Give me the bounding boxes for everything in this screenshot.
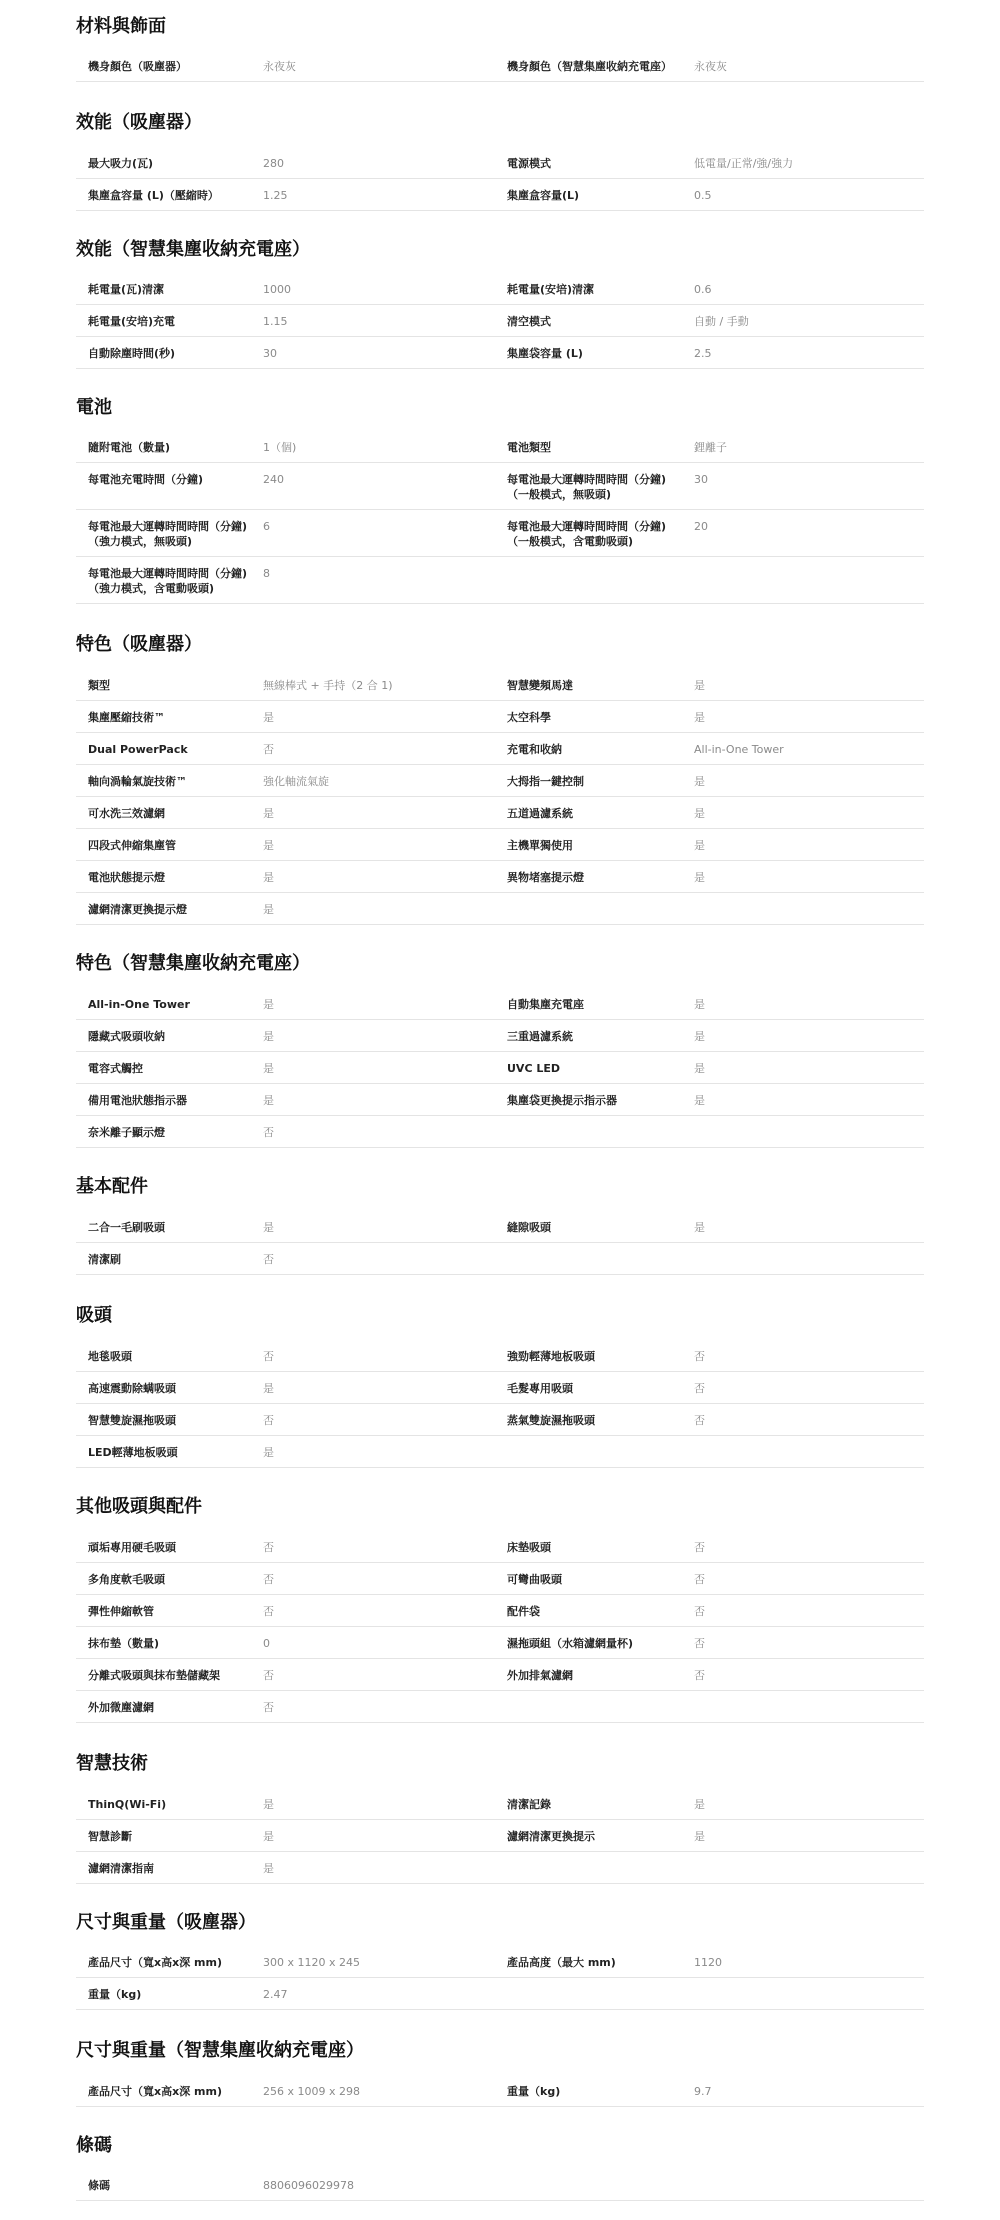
section-title: 尺寸與重量（智慧集塵收納充電座） <box>76 2040 364 2061</box>
spec-label-line: 條碼 <box>88 2179 110 2192</box>
spec-row <box>76 1563 924 1595</box>
spec-label-line: 軸向渦輪氣旋技術™ <box>88 775 187 788</box>
spec-label <box>507 806 694 821</box>
spec-label-line: 耗電量(安培)清潔 <box>507 283 595 296</box>
spec-value: 是 <box>694 1094 705 1107</box>
spec-label-line: 異物堵塞提示燈 <box>507 871 584 884</box>
spec-label <box>76 282 263 297</box>
spec-row <box>76 1946 924 1978</box>
spec-row <box>76 1531 924 1563</box>
spec-label <box>76 440 263 455</box>
section-title: 電池 <box>76 397 112 418</box>
spec-label <box>76 1093 263 1108</box>
spec-label <box>76 774 263 789</box>
spec-label <box>507 710 694 725</box>
spec-label-line: UVC LED <box>507 1062 561 1075</box>
spec-section <box>76 634 924 925</box>
spec-value: 否 <box>694 1637 705 1650</box>
spec-label <box>76 806 263 821</box>
spec-value: 是 <box>694 1221 705 1234</box>
spec-value: 低電量/正常/強/強力 <box>694 157 794 170</box>
spec-value: 1（個) <box>263 441 297 454</box>
spec-label-line: 產品高度（最大 mm) <box>507 1956 616 1969</box>
spec-label <box>507 1955 694 1970</box>
spec-label-line: 耗電量(安培)充電 <box>88 315 176 328</box>
spec-label-line: （強力模式，無吸頭) <box>88 535 193 548</box>
spec-value: 否 <box>263 1541 274 1554</box>
spec-value: 是 <box>263 998 274 1011</box>
section-title: 基本配件 <box>76 1176 148 1197</box>
spec-label-line: 智慧診斷 <box>88 1830 132 1843</box>
spec-value: 是 <box>263 1221 274 1234</box>
spec-value: 否 <box>694 1414 705 1427</box>
spec-label <box>507 1829 694 1844</box>
spec-value: 1120 <box>694 1956 722 1969</box>
spec-value: 是 <box>694 1030 705 1043</box>
spec-value: 30 <box>694 473 708 486</box>
spec-label-line: 五道過濾系統 <box>507 807 573 820</box>
spec-label-line: 自動除塵時間(秒) <box>88 347 176 360</box>
spec-value: 鋰離子 <box>694 441 727 454</box>
spec-label-line: 每電池最大運轉時間時間（分鐘) <box>507 473 667 486</box>
section-title: 智慧技術 <box>76 1753 148 1774</box>
spec-label <box>76 156 263 171</box>
spec-value: 是 <box>263 807 274 820</box>
spec-label <box>507 774 694 789</box>
spec-row <box>76 765 924 797</box>
spec-label <box>507 59 694 74</box>
spec-row <box>76 463 924 510</box>
spec-label <box>76 678 263 693</box>
spec-label <box>76 1861 263 1876</box>
spec-label-line: 耗電量(瓦)清潔 <box>88 283 165 296</box>
spec-label-line: 電池類型 <box>507 441 551 454</box>
spec-value: 是 <box>694 1798 705 1811</box>
spec-label <box>507 1220 694 1235</box>
spec-value: 是 <box>263 839 274 852</box>
section-title: 效能（智慧集塵收納充電座） <box>76 239 310 260</box>
spec-value: 20 <box>694 520 708 533</box>
spec-value: 1.15 <box>263 315 288 328</box>
spec-label <box>507 997 694 1012</box>
spec-row <box>76 829 924 861</box>
spec-label <box>507 1413 694 1428</box>
spec-value: 8806096029978 <box>263 2179 354 2192</box>
spec-value: 否 <box>263 1669 274 1682</box>
spec-label <box>507 1572 694 1587</box>
spec-label-line: 每電池充電時間（分鐘) <box>88 473 204 486</box>
spec-label-line: 智慧雙旋濕拖吸頭 <box>88 1414 176 1427</box>
spec-label <box>76 1125 263 1140</box>
spec-label <box>76 870 263 885</box>
spec-row <box>76 557 924 604</box>
spec-value: 是 <box>694 871 705 884</box>
spec-label <box>507 838 694 853</box>
spec-row <box>76 273 924 305</box>
spec-section <box>76 16 924 82</box>
spec-label-line: 備用電池狀態指示器 <box>88 1094 187 1107</box>
spec-label-line: 頑垢專用硬毛吸頭 <box>88 1541 176 1554</box>
spec-row <box>76 1852 924 1884</box>
section-title: 特色（智慧集塵收納充電座） <box>76 953 310 974</box>
spec-row <box>76 1116 924 1148</box>
spec-label <box>76 1955 263 1970</box>
spec-label <box>76 314 263 329</box>
spec-value: 是 <box>263 1094 274 1107</box>
spec-label <box>76 1636 263 1651</box>
spec-label <box>76 1220 263 1235</box>
section-title: 吸頭 <box>76 1305 112 1326</box>
spec-label-line: 集塵袋容量 (L) <box>507 347 583 360</box>
spec-label <box>507 519 694 549</box>
spec-value: 0 <box>263 1637 270 1650</box>
spec-label-line: 太空科學 <box>507 711 551 724</box>
spec-value: 是 <box>694 711 705 724</box>
spec-label-line: （一般模式，含電動吸頭) <box>507 535 634 548</box>
spec-label <box>76 902 263 917</box>
spec-label <box>507 346 694 361</box>
spec-label-line: 濕拖頭組（水箱濾網量杯) <box>507 1637 634 1650</box>
spec-row <box>76 1052 924 1084</box>
spec-label <box>76 1061 263 1076</box>
spec-label-line: 機身顏色（吸塵器） <box>88 60 187 73</box>
spec-value: 0.6 <box>694 283 712 296</box>
spec-label-line: 隨附電池（數量) <box>88 441 171 454</box>
spec-value: 是 <box>263 1446 274 1459</box>
spec-label-line: 強勁輕薄地板吸頭 <box>507 1350 595 1363</box>
spec-label <box>76 1668 263 1683</box>
spec-label <box>76 1349 263 1364</box>
spec-row <box>76 1372 924 1404</box>
spec-label-line: All-in-One Tower <box>88 998 190 1011</box>
spec-section <box>76 2040 924 2107</box>
spec-label-line: 產品尺寸（寬x高x深 mm) <box>88 1956 222 1969</box>
spec-label-line: LED輕薄地板吸頭 <box>88 1446 178 1459</box>
spec-value: 是 <box>263 1062 274 1075</box>
spec-row <box>76 510 924 557</box>
spec-label <box>76 472 263 487</box>
spec-label-line: 清空模式 <box>507 315 551 328</box>
spec-value: 是 <box>263 1830 274 1843</box>
spec-value: All-in-One Tower <box>694 743 784 756</box>
spec-value: 0.5 <box>694 189 712 202</box>
spec-label-line: 多角度軟毛吸頭 <box>88 1573 165 1586</box>
spec-label-line: 智慧變頻馬達 <box>507 679 573 692</box>
spec-label <box>507 314 694 329</box>
spec-row <box>76 305 924 337</box>
spec-label-line: 二合一毛刷吸頭 <box>88 1221 165 1234</box>
spec-label-line: 四段式伸縮集塵管 <box>88 839 176 852</box>
spec-value: 是 <box>694 679 705 692</box>
spec-value: 是 <box>694 775 705 788</box>
spec-label-line: 奈米離子顯示燈 <box>88 1126 165 1139</box>
spec-label <box>76 566 263 596</box>
spec-value: 否 <box>694 1669 705 1682</box>
spec-label <box>76 742 263 757</box>
spec-row <box>76 1659 924 1691</box>
spec-label-line: 主機單獨使用 <box>507 839 573 852</box>
spec-value: 1.25 <box>263 189 288 202</box>
spec-label <box>507 1636 694 1651</box>
spec-label-line: 產品尺寸（寬x高x深 mm) <box>88 2085 222 2098</box>
spec-label <box>76 1540 263 1555</box>
spec-row <box>76 2075 924 2107</box>
spec-label-line: （強力模式，含電動吸頭) <box>88 582 215 595</box>
spec-label <box>76 59 263 74</box>
spec-label-line: 重量（kg) <box>88 1988 142 2001</box>
spec-value: 否 <box>263 1253 274 1266</box>
spec-label <box>76 1572 263 1587</box>
spec-row <box>76 669 924 701</box>
spec-label <box>507 742 694 757</box>
spec-label-line: 每電池最大運轉時間時間（分鐘) <box>88 567 248 580</box>
spec-label-line: 清潔記錄 <box>507 1798 551 1811</box>
spec-label-line: 濾網清潔指南 <box>88 1862 154 1875</box>
spec-label <box>76 1829 263 1844</box>
spec-section <box>76 1753 924 1884</box>
spec-label-line: 外加排氣濾網 <box>507 1669 573 1682</box>
spec-label-line: 高速震動除螨吸頭 <box>88 1382 176 1395</box>
spec-row <box>76 337 924 369</box>
spec-label <box>76 1029 263 1044</box>
spec-row <box>76 1788 924 1820</box>
spec-label-line: 類型 <box>88 679 110 692</box>
spec-row <box>76 1340 924 1372</box>
spec-label <box>76 519 263 549</box>
section-title: 其他吸頭與配件 <box>76 1496 202 1517</box>
spec-row <box>76 893 924 925</box>
spec-row <box>76 147 924 179</box>
spec-label-line: 可彎曲吸頭 <box>507 1573 562 1586</box>
spec-section <box>76 1176 924 1275</box>
spec-label-line: 濾網清潔更換提示燈 <box>88 903 187 916</box>
spec-label <box>507 1668 694 1683</box>
spec-row <box>76 1243 924 1275</box>
spec-row <box>76 1595 924 1627</box>
section-title: 材料與飾面 <box>76 16 166 37</box>
spec-label <box>76 710 263 725</box>
spec-value: 是 <box>263 871 274 884</box>
spec-value: 否 <box>694 1382 705 1395</box>
spec-label-line: 蒸氣雙旋濕拖吸頭 <box>507 1414 595 1427</box>
spec-label-line: 大拇指一鍵控制 <box>507 775 584 788</box>
spec-value: 256 x 1009 x 298 <box>263 2085 360 2098</box>
spec-value: 是 <box>263 1798 274 1811</box>
spec-label-line: 清潔刷 <box>88 1253 121 1266</box>
spec-value: 永夜灰 <box>263 60 296 73</box>
spec-row <box>76 1404 924 1436</box>
spec-value: 300 x 1120 x 245 <box>263 1956 360 1969</box>
spec-section <box>76 953 924 1148</box>
spec-label-line: 重量（kg) <box>507 2085 561 2098</box>
spec-label-line: 床墊吸頭 <box>507 1541 551 1554</box>
spec-value: 240 <box>263 473 284 486</box>
section-title: 尺寸與重量（吸塵器） <box>76 1912 256 1933</box>
spec-row <box>76 1978 924 2010</box>
spec-label-line: 每電池最大運轉時間時間（分鐘) <box>507 520 667 533</box>
spec-row <box>76 1820 924 1852</box>
spec-value: 強化軸流氣旋 <box>263 775 329 788</box>
spec-label-line: 集塵盒容量(L) <box>507 189 580 202</box>
spec-value: 否 <box>263 1126 274 1139</box>
spec-value: 自動 / 手動 <box>694 315 749 328</box>
spec-row <box>76 988 924 1020</box>
spec-value: 是 <box>694 1062 705 1075</box>
spec-label <box>507 678 694 693</box>
spec-value: 是 <box>694 839 705 852</box>
spec-label-line: Dual PowerPack <box>88 743 188 756</box>
spec-label-line: 毛髮專用吸頭 <box>507 1382 573 1395</box>
spec-row <box>76 1020 924 1052</box>
spec-label <box>76 1797 263 1812</box>
spec-value: 9.7 <box>694 2085 712 2098</box>
spec-value: 永夜灰 <box>694 60 727 73</box>
spec-label-line: （一般模式，無吸頭) <box>507 488 612 501</box>
spec-value: 是 <box>694 998 705 1011</box>
spec-row <box>76 431 924 463</box>
spec-label-line: 電容式觸控 <box>88 1062 143 1075</box>
spec-value: 否 <box>694 1605 705 1618</box>
spec-label <box>507 1061 694 1076</box>
spec-value: 否 <box>694 1541 705 1554</box>
spec-label-line: 抹布墊（數量) <box>88 1637 160 1650</box>
spec-label-line: 配件袋 <box>507 1605 540 1618</box>
spec-label-line: 濾網清潔更換提示 <box>507 1830 595 1843</box>
spec-label-line: 電池狀態提示燈 <box>88 871 165 884</box>
spec-value: 是 <box>694 1830 705 1843</box>
spec-section <box>76 1496 924 1723</box>
spec-label-line: 外加微塵濾網 <box>88 1701 154 1714</box>
spec-label <box>507 1029 694 1044</box>
spec-label-line: 最大吸力(瓦) <box>88 157 154 170</box>
spec-label-line: 縫隙吸頭 <box>507 1221 551 1234</box>
spec-value: 是 <box>263 1030 274 1043</box>
spec-row <box>76 797 924 829</box>
spec-row <box>76 733 924 765</box>
spec-label <box>507 156 694 171</box>
spec-label <box>76 838 263 853</box>
spec-label <box>507 1797 694 1812</box>
spec-label-line: 充電和收納 <box>507 743 562 756</box>
spec-label <box>507 1381 694 1396</box>
spec-label-line: 電源模式 <box>507 157 551 170</box>
spec-section <box>76 2135 924 2201</box>
spec-label <box>507 282 694 297</box>
spec-label <box>76 1445 263 1460</box>
spec-label <box>507 188 694 203</box>
spec-value: 是 <box>263 711 274 724</box>
spec-label-line: 機身顏色（智慧集塵收納充電座） <box>507 60 672 73</box>
spec-section <box>76 1305 924 1468</box>
spec-row <box>76 1436 924 1468</box>
spec-row <box>76 179 924 211</box>
spec-value: 否 <box>263 1605 274 1618</box>
spec-label-line: 集塵壓縮技術™ <box>88 711 165 724</box>
spec-value: 是 <box>263 1382 274 1395</box>
spec-label <box>76 997 263 1012</box>
spec-row <box>76 1084 924 1116</box>
spec-value: 是 <box>263 1862 274 1875</box>
spec-value: 否 <box>694 1350 705 1363</box>
spec-label-line: 集塵袋更換提示指示器 <box>507 1094 617 1107</box>
spec-value: 否 <box>263 1573 274 1586</box>
spec-label <box>76 1381 263 1396</box>
spec-label-line: 地毯吸頭 <box>88 1350 132 1363</box>
spec-value: 是 <box>263 903 274 916</box>
spec-label-line: 每電池最大運轉時間時間（分鐘) <box>88 520 248 533</box>
spec-section <box>76 239 924 369</box>
spec-label-line: 自動集塵充電座 <box>507 998 584 1011</box>
spec-value: 30 <box>263 347 277 360</box>
spec-value: 否 <box>263 1350 274 1363</box>
spec-value: 1000 <box>263 283 291 296</box>
section-title: 條碼 <box>76 2135 112 2156</box>
spec-section <box>76 397 924 604</box>
spec-value: 否 <box>694 1573 705 1586</box>
spec-row <box>76 701 924 733</box>
spec-row <box>76 861 924 893</box>
spec-label-line: 分離式吸頭與抹布墊儲藏架 <box>88 1669 220 1682</box>
spec-label <box>76 1987 263 2002</box>
spec-label <box>507 1349 694 1364</box>
spec-label <box>76 2084 263 2099</box>
spec-label <box>76 2178 263 2193</box>
spec-value: 否 <box>263 1414 274 1427</box>
spec-label <box>507 440 694 455</box>
spec-label <box>76 1604 263 1619</box>
spec-section <box>76 112 924 211</box>
spec-label <box>507 472 694 502</box>
spec-row <box>76 2169 924 2201</box>
spec-label-line: ThinQ(Wi-Fi) <box>88 1798 167 1811</box>
spec-value: 否 <box>263 743 274 756</box>
spec-label-line: 隱藏式吸頭收納 <box>88 1030 165 1043</box>
spec-value: 否 <box>263 1701 274 1714</box>
spec-value: 6 <box>263 520 270 533</box>
spec-value: 無線棒式 + 手持（2 合 1) <box>263 679 393 692</box>
spec-label <box>507 2084 694 2099</box>
spec-row <box>76 50 924 82</box>
spec-label <box>76 1252 263 1267</box>
spec-label <box>76 1413 263 1428</box>
spec-row <box>76 1691 924 1723</box>
section-title: 特色（吸塵器） <box>76 634 202 655</box>
spec-value: 2.47 <box>263 1988 288 2001</box>
spec-value: 2.5 <box>694 347 712 360</box>
spec-value: 是 <box>694 807 705 820</box>
spec-label <box>76 346 263 361</box>
spec-label-line: 可水洗三效濾網 <box>88 807 165 820</box>
spec-section <box>76 1912 924 2010</box>
spec-label <box>507 1093 694 1108</box>
section-title: 效能（吸塵器） <box>76 112 202 133</box>
spec-label <box>507 870 694 885</box>
spec-label-line: 集塵盒容量 (L)（壓縮時） <box>88 189 219 202</box>
spec-row <box>76 1627 924 1659</box>
spec-label <box>76 188 263 203</box>
spec-row <box>76 1211 924 1243</box>
spec-label <box>507 1604 694 1619</box>
spec-label <box>76 1700 263 1715</box>
spec-label-line: 彈性伸縮軟管 <box>88 1605 154 1618</box>
spec-label-line: 三重過濾系統 <box>507 1030 573 1043</box>
spec-value: 280 <box>263 157 284 170</box>
spec-value: 8 <box>263 567 270 580</box>
spec-label <box>507 1540 694 1555</box>
